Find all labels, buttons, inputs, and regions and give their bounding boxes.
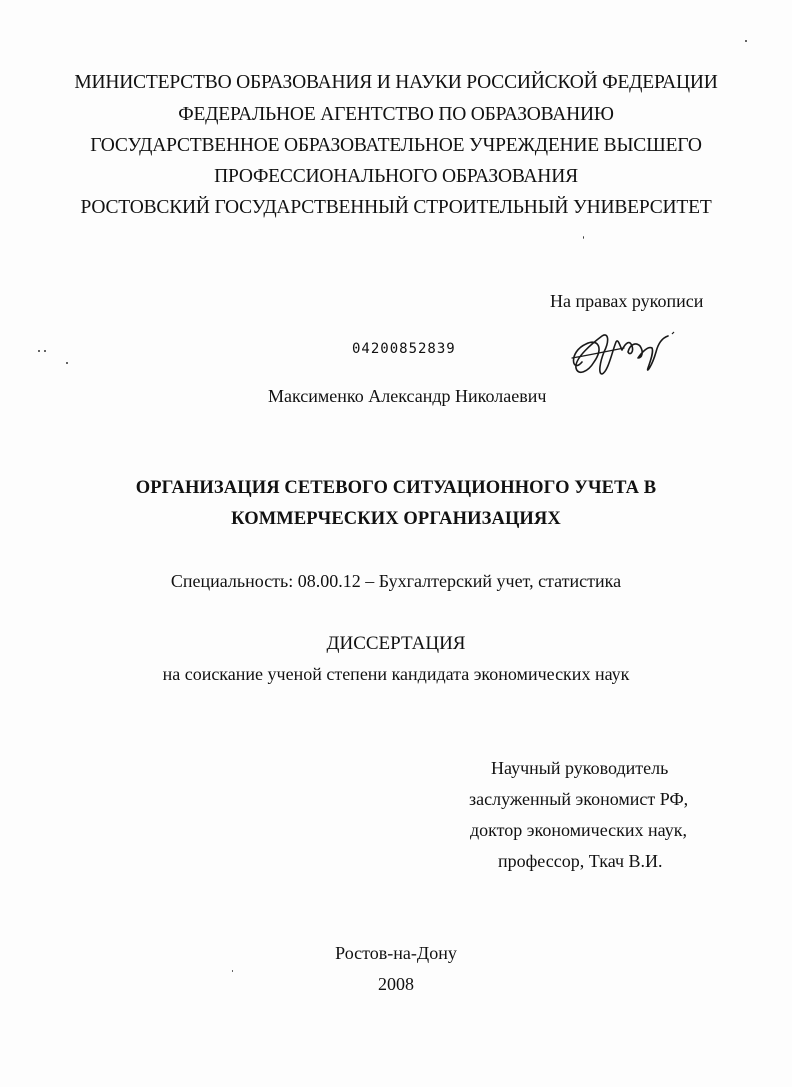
scan-speck — [66, 362, 68, 364]
header-line-institution: ГОСУДАРСТВЕННОЕ ОБРАЗОВАТЕЛЬНОЕ УЧРЕЖДЕНИЕ ВЫСШЕГО — [90, 135, 702, 156]
header-line-university: РОСТОВСКИЙ ГОСУДАРСТВЕННЫЙ СТРОИТЕЛЬНЫЙ УНИВЕРСИТЕТ — [80, 197, 712, 218]
author-name: Максименко Александр Николаевич — [268, 386, 547, 406]
supervisor-name: профессор, Ткач В.И. — [498, 851, 663, 871]
scan-speck — [44, 350, 46, 352]
supervisor-honor: заслуженный экономист РФ, — [469, 789, 689, 809]
header-line-education-level: ПРОФЕССИОНАЛЬНОГО ОБРАЗОВАНИЯ — [214, 166, 578, 187]
publication-city: Ростов-на-Дону — [335, 943, 457, 963]
supervisor-degree: доктор экономических наук, — [470, 820, 687, 840]
thesis-title-line-1: ОРГАНИЗАЦИЯ СЕТЕВОГО СИТУАЦИОННОГО УЧЕТА В — [135, 478, 657, 498]
scan-speck — [583, 236, 584, 239]
header-line-agency: ФЕДЕРАЛЬНОЕ АГЕНТСТВО ПО ОБРАЗОВАНИЮ — [178, 104, 614, 125]
signature-icon — [564, 322, 684, 382]
scan-speck — [745, 40, 747, 42]
specialty-line: Специальность: 08.00.12 – Бухгалтерский учет, статистика — [170, 571, 622, 591]
scan-speck — [38, 350, 40, 352]
supervisor-role: Научный руководитель — [491, 758, 669, 778]
header-line-ministry: МИНИСТЕРСТВО ОБРАЗОВАНИЯ И НАУКИ РОССИЙСКОЙ ФЕДЕРАЦИИ — [74, 72, 718, 93]
thesis-title-line-2: КОММЕРЧЕСКИХ ОРГАНИЗАЦИЯХ — [231, 509, 561, 529]
manuscript-rights-note: На правах рукописи — [550, 291, 704, 311]
degree-line: на соискание ученой степени кандидата экономических наук — [162, 664, 630, 684]
registration-number: 04200852839 — [352, 341, 456, 357]
publication-year: 2008 — [378, 974, 414, 994]
scan-speck — [232, 970, 233, 972]
work-type-heading: ДИССЕРТАЦИЯ — [326, 633, 466, 654]
